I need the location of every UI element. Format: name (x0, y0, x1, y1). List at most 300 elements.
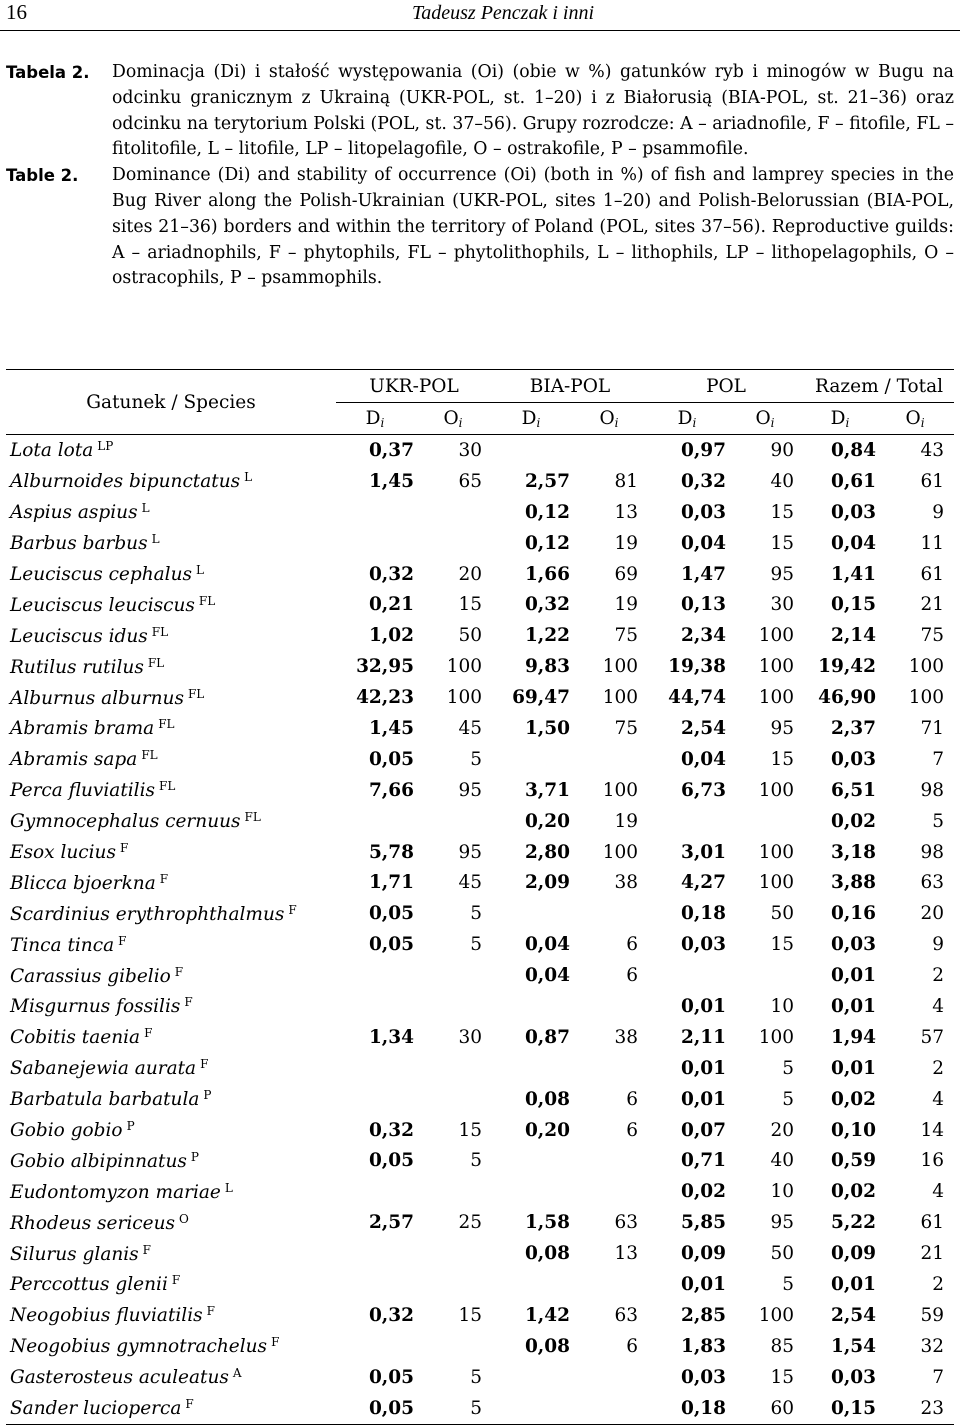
table-row (6, 1084, 954, 1115)
dominance-cell: 0,03 (680, 934, 727, 956)
table-row (6, 466, 954, 497)
dominance-cell (648, 960, 726, 991)
dominance-cell: 6,51 (830, 779, 877, 801)
table-row (6, 991, 954, 1022)
species-name: Neogobius gymnotrachelus (10, 1336, 268, 1358)
occurrence-cell: 98 (920, 841, 945, 863)
occurrence-cell: 7 (932, 748, 945, 770)
dominance-cell (336, 1053, 414, 1084)
occurrence-cell: 100 (446, 656, 482, 678)
dominance-cell: 0,03 (830, 748, 877, 770)
occurrence-cell: 61 (920, 470, 945, 492)
dominance-cell: 2,37 (830, 717, 877, 739)
occurrence-cell: 15 (770, 532, 795, 554)
occurrence-cell: 90 (770, 439, 795, 461)
dominance-cell: 0,18 (680, 903, 727, 925)
subheader-index: i (614, 415, 619, 430)
dominance-cell: 0,12 (524, 501, 570, 523)
dominance-cell (492, 1393, 570, 1424)
dominance-cell: 0,03 (680, 1366, 727, 1388)
occurrence-cell: 25 (458, 1212, 482, 1234)
table-row (6, 1115, 954, 1146)
occurrence-cell: 100 (602, 687, 639, 709)
dominance-cell: 1,41 (830, 563, 877, 585)
dominance-cell: 0,04 (680, 748, 727, 770)
dominance-cell: 6,73 (680, 779, 727, 801)
dominance-cell (492, 1269, 570, 1300)
dominance-cell: 0,32 (680, 470, 727, 492)
occurrence-cell: 4 (932, 1181, 945, 1203)
dominance-cell: 2,80 (524, 841, 570, 863)
dominance-cell: 44,74 (668, 687, 727, 709)
dominance-cell: 0,20 (524, 810, 570, 832)
dominance-cell: 2,14 (830, 625, 877, 647)
species-cell (6, 1207, 336, 1238)
occurrence-cell: 11 (920, 532, 945, 554)
dominance-cell (336, 1176, 414, 1207)
dominance-cell: 0,05 (368, 934, 414, 956)
occurrence-cell: 7 (932, 1366, 945, 1388)
dominance-cell: 1,34 (368, 1026, 414, 1048)
occurrence-cell (414, 991, 492, 1022)
species-cell (6, 1331, 336, 1362)
species-name: Eudontomyzon mariae (10, 1181, 221, 1203)
caption-english (6, 163, 954, 292)
dominance-cell: 0,04 (830, 532, 877, 554)
dominance-cell: 3,18 (830, 841, 877, 863)
dominance-subheader (648, 403, 726, 435)
table-row (6, 867, 954, 898)
dominance-cell: 0,05 (368, 1150, 414, 1172)
species-cell (6, 620, 336, 651)
subheader-index: i (692, 415, 697, 430)
guild-code: F (200, 1057, 209, 1072)
occurrence-cell: 20 (458, 563, 482, 585)
dominance-cell (492, 991, 570, 1022)
dominance-cell (492, 1362, 570, 1393)
occurrence-cell: 95 (458, 841, 482, 863)
occurrence-cell (414, 1238, 492, 1269)
dominance-cell: 3,71 (524, 779, 570, 801)
species-column-header: Gatunek / Species (86, 391, 256, 413)
species-cell (6, 1238, 336, 1269)
occurrence-cell: 16 (920, 1150, 945, 1172)
species-table (6, 369, 954, 1425)
group-header: Razem / Total (804, 370, 954, 403)
dominance-cell (492, 1145, 570, 1176)
table-row (6, 1269, 954, 1300)
table-row (6, 497, 954, 528)
occurrence-cell (726, 960, 804, 991)
page-header (0, 0, 960, 30)
species-cell (6, 1176, 336, 1207)
subheader-index: i (845, 415, 850, 430)
occurrence-cell (414, 960, 492, 991)
guild-code: F (184, 995, 193, 1010)
dominance-cell: 1,83 (680, 1335, 727, 1357)
dominance-cell: 1,66 (524, 563, 570, 585)
dominance-cell: 2,34 (680, 625, 727, 647)
guild-code: L (196, 563, 204, 577)
dominance-cell: 1,45 (368, 717, 414, 739)
occurrence-cell: 6 (626, 1335, 639, 1357)
occurrence-cell: 23 (920, 1397, 945, 1419)
species-cell (6, 837, 336, 868)
occurrence-cell: 5 (932, 810, 945, 832)
dominance-cell: 1,22 (524, 625, 570, 647)
species-name: Leuciscus leuciscus (10, 594, 195, 616)
species-name: Silurus glanis (10, 1243, 139, 1265)
occurrence-cell: 50 (770, 903, 795, 925)
species-cell (6, 1300, 336, 1331)
dominance-cell: 3,88 (830, 872, 877, 894)
occurrence-cell: 5 (470, 1366, 482, 1388)
species-cell (6, 1084, 336, 1115)
caption-text: Dominance (Di) and stability of occurrence (Oi) (both in %) of fish and lamprey species in the Bug River along the Polish-Ukrainian (UKR-POL, sites 1–20) and Polish-Belorussian (BIA-POL, sites 21–36) borders and within the territory of Poland (POL, sites 37–56). Reproductive guilds: A – ariadnophils, F – phytophils, FL – phytolithophils, L – lithophils, LP – lithopelagophils, O – ostracophils, P – psammophils. (112, 165, 954, 289)
guild-code: A (232, 1366, 242, 1381)
occurrence-cell: 50 (770, 1243, 795, 1265)
species-cell (6, 497, 336, 528)
occurrence-cell (414, 1084, 492, 1115)
species-name: Alburnoides bipunctatus (10, 471, 241, 493)
species-cell (6, 898, 336, 929)
dominance-cell: 0,02 (830, 1181, 877, 1203)
guild-code: P (190, 1149, 199, 1164)
dominance-cell: 0,01 (830, 1057, 877, 1079)
dominance-cell (336, 1331, 414, 1362)
occurrence-cell: 19 (614, 532, 639, 554)
table-row (6, 713, 954, 744)
occurrence-cell (570, 1176, 648, 1207)
guild-code: FL (158, 717, 175, 732)
table-row (6, 960, 954, 991)
dominance-cell: 0,37 (368, 439, 414, 461)
species-name: Gobio gobio (10, 1120, 123, 1142)
occurrence-cell: 13 (614, 1243, 639, 1265)
occurrence-cell (414, 1331, 492, 1362)
dominance-cell (336, 1269, 414, 1300)
species-cell (6, 713, 336, 744)
occurrence-cell: 15 (770, 934, 795, 956)
dominance-cell: 0,05 (368, 1397, 414, 1419)
dominance-cell (492, 898, 570, 929)
species-cell (6, 435, 336, 466)
guild-code: L (224, 1180, 233, 1195)
species-cell (6, 1145, 336, 1176)
occurrence-subheader (414, 403, 492, 435)
dominance-cell: 0,71 (680, 1150, 727, 1172)
table-row (6, 1331, 954, 1362)
occurrence-cell: 45 (458, 872, 482, 894)
table-row (6, 1238, 954, 1269)
dominance-cell: 0,02 (830, 810, 877, 832)
species-name: Gasterosteus aculeatus (10, 1367, 229, 1389)
occurrence-cell: 98 (920, 779, 945, 801)
species-name: Rutilus rutilus (10, 656, 144, 678)
occurrence-cell: 100 (602, 779, 639, 801)
dominance-cell: 0,18 (680, 1397, 727, 1419)
subheader-letter: O (755, 407, 771, 429)
occurrence-cell: 4 (932, 1088, 945, 1110)
dominance-cell: 0,03 (830, 1366, 877, 1388)
species-cell (6, 528, 336, 559)
species-name: Leuciscus cephalus (10, 564, 192, 585)
occurrence-cell: 40 (770, 470, 795, 492)
occurrence-cell: 38 (614, 1026, 639, 1048)
occurrence-cell (570, 1053, 648, 1084)
occurrence-cell: 75 (614, 625, 639, 647)
dominance-cell: 3,01 (680, 841, 727, 863)
dominance-cell: 0,05 (368, 1366, 414, 1388)
occurrence-cell: 15 (458, 1304, 482, 1326)
dominance-cell: 0,05 (368, 748, 414, 770)
caption-label: Tabela 2. (6, 63, 90, 82)
species-name: Cobitis taenia (10, 1027, 141, 1049)
guild-code: F (159, 871, 169, 886)
occurrence-cell (414, 806, 492, 837)
dominance-cell: 0,04 (524, 934, 570, 956)
dominance-cell: 0,04 (524, 965, 570, 987)
occurrence-cell (414, 497, 492, 528)
table-row (6, 1207, 954, 1238)
guild-code: L (244, 470, 253, 485)
dominance-cell: 0,87 (524, 1026, 570, 1048)
species-name: Alburnus alburnus (10, 687, 184, 709)
occurrence-cell: 5 (470, 1150, 482, 1172)
species-name: Neogobius fluviatilis (10, 1305, 203, 1327)
occurrence-cell: 5 (470, 934, 482, 956)
species-cell (6, 1362, 336, 1393)
guild-code: F (174, 964, 184, 979)
table-captions (6, 60, 954, 292)
occurrence-cell: 95 (770, 1212, 795, 1234)
occurrence-cell: 5 (470, 748, 482, 770)
guild-code: FL (141, 748, 158, 763)
occurrence-cell (570, 1362, 648, 1393)
occurrence-cell: 30 (458, 1026, 482, 1048)
occurrence-cell: 100 (758, 872, 795, 894)
occurrence-cell (570, 898, 648, 929)
dominance-cell (492, 435, 570, 466)
dominance-cell (492, 1176, 570, 1207)
occurrence-cell: 14 (920, 1119, 945, 1141)
table-row (6, 806, 954, 837)
dominance-cell: 0,01 (830, 995, 877, 1017)
header-rule (0, 30, 960, 31)
guild-code: LP (97, 439, 114, 454)
occurrence-cell: 5 (470, 903, 482, 925)
dominance-cell: 7,66 (368, 779, 414, 801)
dominance-cell: 2,11 (680, 1026, 727, 1048)
species-name: Leuciscus idus (10, 625, 148, 647)
dominance-cell (336, 1084, 414, 1115)
subheader-letter: D (677, 407, 693, 429)
dominance-cell: 5,22 (830, 1212, 877, 1234)
guild-code: L (151, 532, 160, 547)
dominance-cell: 2,09 (524, 872, 570, 894)
subheader-index: i (536, 415, 541, 430)
species-name: Gobio albipinnatus (10, 1150, 187, 1172)
dominance-cell: 2,57 (524, 470, 570, 492)
occurrence-cell: 100 (758, 656, 795, 678)
occurrence-cell: 95 (770, 563, 795, 585)
table-row (6, 1022, 954, 1053)
table-row (6, 898, 954, 929)
guild-code: F (271, 1335, 280, 1350)
dominance-cell: 0,16 (830, 903, 877, 925)
occurrence-cell: 100 (602, 656, 639, 678)
dominance-cell: 0,20 (524, 1119, 570, 1141)
occurrence-cell: 20 (770, 1119, 795, 1141)
dominance-cell (336, 806, 414, 837)
subheader-index: i (380, 415, 385, 430)
caption-text: Dominacja (Di) i stałość występowania (Oi) (obie w %) gatunków ryb i minogów w Bugu na odcinku granicznym z Ukrainą (UKR-POL, st. 1–20) i z Białorusią (BIA-POL, st. 21–36) oraz odcinku na terytorium Polski (POL, st. 37–56). Grupy rozrodcze: A – ariadnofile, F – fitofile, FL – fitolitofile, L – litofile, LP – litopelagofile, O – ostrakofile, P – psammofile. (112, 62, 954, 160)
dominance-cell: 0,01 (680, 995, 727, 1017)
occurrence-cell: 15 (770, 1366, 795, 1388)
table-row (6, 1393, 954, 1424)
species-cell (6, 960, 336, 991)
dominance-cell: 1,02 (368, 625, 414, 647)
dominance-cell: 0,01 (830, 1273, 877, 1295)
species-name: Barbatula barbatula (10, 1089, 200, 1111)
dominance-cell: 1,47 (680, 563, 727, 585)
occurrence-cell: 15 (770, 501, 795, 523)
dominance-subheader (336, 403, 414, 435)
occurrence-cell: 21 (920, 1243, 945, 1265)
occurrence-cell: 30 (458, 439, 482, 461)
occurrence-cell: 15 (458, 1119, 482, 1141)
dominance-cell: 0,97 (680, 439, 727, 461)
species-cell (6, 1053, 336, 1084)
caption-polish (6, 60, 954, 163)
guild-code: F (118, 933, 127, 948)
occurrence-cell (570, 1269, 648, 1300)
dominance-cell: 0,07 (680, 1119, 727, 1141)
table-row (6, 1053, 954, 1084)
occurrence-cell: 81 (614, 470, 639, 492)
table-row (6, 775, 954, 806)
dominance-cell: 0,32 (368, 1119, 414, 1141)
group-header: BIA-POL (492, 370, 648, 403)
occurrence-cell: 59 (920, 1304, 945, 1326)
subheader-index: i (770, 415, 775, 430)
occurrence-cell: 65 (458, 470, 482, 492)
dominance-cell: 1,42 (524, 1304, 570, 1326)
dominance-cell: 0,08 (524, 1335, 570, 1357)
occurrence-cell: 20 (920, 903, 945, 925)
species-cell (6, 929, 336, 960)
guild-code: F (142, 1242, 151, 1257)
dominance-cell: 0,21 (368, 594, 414, 616)
dominance-cell: 0,15 (830, 594, 877, 616)
guild-code: P (203, 1088, 212, 1103)
table-row (6, 929, 954, 960)
dominance-cell: 32,95 (356, 656, 414, 678)
occurrence-subheader (876, 403, 954, 435)
occurrence-cell: 13 (614, 501, 639, 523)
dominance-cell: 2,54 (680, 717, 727, 739)
table-body (6, 435, 954, 1425)
dominance-cell: 5,85 (680, 1212, 727, 1234)
occurrence-cell: 40 (770, 1150, 795, 1172)
guild-code: F (144, 1026, 153, 1041)
guild-code: F (119, 841, 129, 856)
table-row (6, 1145, 954, 1176)
species-name: Barbus barbus (10, 533, 148, 555)
subheader-index: i (458, 415, 463, 430)
occurrence-cell: 5 (782, 1057, 795, 1079)
dominance-cell: 1,71 (368, 872, 414, 894)
guild-code: FL (151, 624, 169, 639)
subheader-letter: O (905, 407, 921, 429)
occurrence-cell: 100 (758, 779, 795, 801)
guild-code: F (288, 902, 297, 917)
dominance-cell (336, 497, 414, 528)
species-name: Abramis sapa (10, 749, 138, 771)
occurrence-cell: 38 (614, 872, 639, 894)
occurrence-cell: 100 (758, 1304, 795, 1326)
dominance-cell: 0,01 (830, 965, 877, 987)
group-header: POL (648, 370, 804, 403)
occurrence-cell: 100 (446, 687, 482, 709)
dominance-cell (336, 960, 414, 991)
species-name: Blicca bjoerkna (10, 872, 156, 894)
occurrence-cell (570, 991, 648, 1022)
occurrence-cell: 69 (614, 563, 639, 585)
occurrence-cell: 100 (758, 687, 795, 709)
dominance-cell: 1,50 (524, 717, 570, 739)
occurrence-cell: 15 (458, 594, 482, 616)
dominance-cell: 2,54 (830, 1304, 877, 1326)
species-name: Perca fluviatilis (10, 780, 156, 802)
occurrence-cell: 9 (932, 934, 945, 956)
species-name: Tinca tinca (10, 934, 115, 956)
running-title: Tadeusz Penczak i inni (411, 2, 594, 24)
dominance-cell: 0,05 (368, 903, 414, 925)
dominance-subheader (804, 403, 876, 435)
species-name: Sander lucioperca (10, 1398, 182, 1420)
occurrence-cell: 4 (932, 995, 945, 1017)
occurrence-cell (414, 528, 492, 559)
dominance-cell: 0,08 (524, 1088, 570, 1110)
caption-label: Table 2. (6, 166, 79, 186)
dominance-cell: 0,10 (830, 1119, 877, 1141)
table-row (6, 1362, 954, 1393)
occurrence-cell: 57 (920, 1026, 945, 1048)
occurrence-cell: 85 (770, 1335, 795, 1357)
species-name: Scardinius erythrophthalmus (10, 903, 285, 925)
table-row (6, 837, 954, 868)
occurrence-cell: 63 (614, 1212, 639, 1234)
dominance-cell: 4,27 (680, 872, 727, 894)
dominance-cell (492, 744, 570, 775)
species-name: Gymnocephalus cernuus (10, 811, 241, 833)
dominance-cell: 46,90 (818, 687, 877, 709)
occurrence-cell: 75 (614, 717, 639, 739)
dominance-cell: 1,54 (830, 1335, 877, 1357)
species-cell (6, 991, 336, 1022)
dominance-cell: 0,59 (830, 1150, 877, 1172)
dominance-cell: 0,03 (680, 501, 727, 523)
occurrence-cell: 100 (758, 841, 795, 863)
occurrence-cell (414, 1053, 492, 1084)
occurrence-cell: 100 (908, 687, 945, 709)
occurrence-cell: 63 (614, 1304, 639, 1326)
occurrence-cell: 45 (458, 717, 482, 739)
occurrence-cell: 5 (470, 1397, 482, 1419)
dominance-cell: 0,09 (830, 1243, 877, 1265)
occurrence-cell: 6 (626, 1088, 639, 1110)
